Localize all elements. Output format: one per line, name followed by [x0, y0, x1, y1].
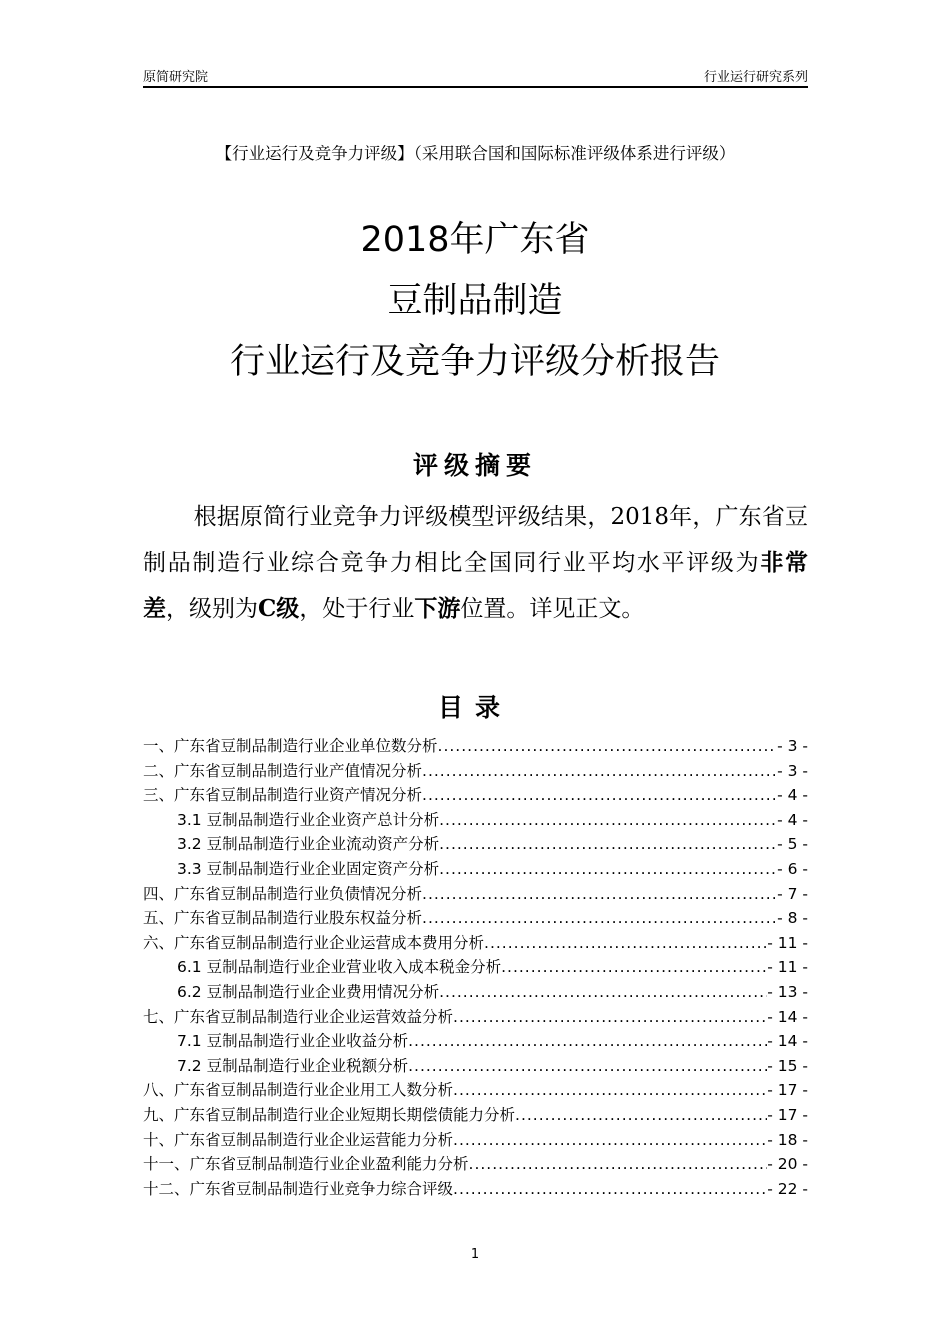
toc-entry-page: - 11 -	[767, 958, 808, 977]
toc-entry[interactable]	[143, 1177, 808, 1202]
toc-entry-page: - 8 -	[777, 909, 808, 928]
toc-entry-label: 十一、广东省豆制品制造行业企业盈利能力分析	[143, 1155, 469, 1174]
toc-entry[interactable]	[143, 955, 808, 980]
rating-value: 非常差	[143, 549, 809, 622]
toc-leader-dots	[422, 783, 777, 808]
toc-entry-page: - 22 -	[767, 1179, 808, 1198]
toc-entry[interactable]	[143, 1078, 808, 1103]
toc-entry[interactable]	[143, 783, 808, 808]
toc-entry[interactable]	[143, 832, 808, 857]
toc-entry-label: 十、广东省豆制品制造行业企业运营能力分析	[143, 1130, 454, 1149]
toc-leader-dots	[469, 1152, 768, 1177]
toc-entry-page: - 5 -	[777, 835, 808, 854]
toc-entry-page: - 4 -	[777, 786, 808, 805]
toc-entry[interactable]	[143, 931, 808, 956]
rating-position: 下游	[414, 595, 461, 622]
toc-leader-dots	[439, 857, 777, 882]
toc-entry[interactable]	[143, 1103, 808, 1128]
toc-leader-dots	[515, 1103, 767, 1128]
toc-entry-page: - 3 -	[777, 737, 808, 755]
toc-entry-page: - 13 -	[767, 982, 808, 1001]
toc-leader-dots	[422, 906, 777, 931]
toc-entry-label: 7.1 豆制品制造行业企业收益分析	[177, 1032, 409, 1051]
toc-entry-page: - 7 -	[777, 884, 808, 903]
toc-leader-dots	[422, 882, 777, 907]
toc-entry-label: 九、广东省豆制品制造行业企业短期长期偿债能力分析	[143, 1105, 516, 1124]
abstract-paragraph	[143, 494, 808, 632]
toc-leader-dots	[453, 1128, 767, 1153]
toc-entry-page: - 11 -	[767, 933, 808, 952]
toc-entry[interactable]	[143, 882, 808, 907]
toc-leader-dots	[439, 808, 777, 833]
toc-entry-label: 3.1 豆制品制造行业企业资产总计分析	[177, 810, 440, 829]
abstract-heading: 评级摘要	[412, 451, 537, 480]
toc-entry-label: 五、广东省豆制品制造行业股东权益分析	[143, 909, 423, 928]
toc-entry[interactable]	[143, 1152, 808, 1177]
toc-entry[interactable]	[143, 1005, 808, 1030]
toc-entry-label: 三、广东省豆制品制造行业资产情况分析	[143, 786, 423, 805]
toc-entry[interactable]	[143, 1029, 808, 1054]
toc-entry-page: - 20 -	[767, 1155, 808, 1174]
toc-entry[interactable]	[143, 980, 808, 1005]
toc-entry-label: 一、广东省豆制品制造行业企业单位数分析	[143, 737, 438, 755]
toc-entry[interactable]	[143, 857, 808, 882]
toc-entry-page: - 17 -	[767, 1105, 808, 1124]
toc-entry-page: - 3 -	[777, 761, 808, 780]
toc-leader-dots	[408, 1054, 767, 1079]
header-series: 行业运行研究系列	[703, 70, 808, 85]
toc-entry-label: 6.1 豆制品制造行业企业营业收入成本税金分析	[177, 958, 502, 977]
toc-entry-label: 八、广东省豆制品制造行业企业用工人数分析	[143, 1081, 454, 1100]
toc-entry[interactable]	[143, 808, 808, 833]
toc-heading: 目录	[437, 693, 512, 722]
abstract-text: 根据原简行业竞争力评级模型评级结果，2018年，广东省豆制品制造行业综合竞争力相比全国同行业平均水平评级为	[143, 504, 808, 576]
toc-entry-page: - 14 -	[767, 1032, 808, 1051]
toc-entry[interactable]	[143, 1054, 808, 1079]
toc-entry-label: 十二、广东省豆制品制造行业竞争力综合评级	[143, 1179, 454, 1198]
title-line: 2018年广东省	[360, 220, 590, 260]
toc-entry-label: 七、广东省豆制品制造行业企业运营效益分析	[143, 1007, 454, 1026]
toc-entry[interactable]	[143, 906, 808, 931]
toc-entry-label: 六、广东省豆制品制造行业企业运营成本费用分析	[143, 933, 485, 952]
toc-entry[interactable]	[143, 1128, 808, 1153]
page-number: 1	[470, 1247, 480, 1262]
toc-leader-dots	[439, 832, 777, 857]
toc-entry-label: 二、广东省豆制品制造行业产值情况分析	[143, 761, 423, 780]
toc-leader-dots	[501, 955, 767, 980]
toc-entry-page: - 4 -	[777, 810, 808, 829]
title-line: 行业运行及竞争力评级分析报告	[229, 342, 720, 382]
toc-entry-page: - 18 -	[767, 1130, 808, 1149]
toc-entry[interactable]	[143, 734, 808, 759]
toc-entry-page: - 14 -	[767, 1007, 808, 1026]
header-org: 原简研究院	[143, 70, 209, 85]
toc-leader-dots	[438, 734, 778, 759]
toc-leader-dots	[439, 980, 767, 1005]
toc-entry-page: - 17 -	[767, 1081, 808, 1100]
title-line: 豆制品制造	[387, 281, 563, 321]
toc-leader-dots	[453, 1177, 767, 1202]
toc-leader-dots	[422, 759, 777, 784]
abstract-text: ，级别为	[166, 596, 258, 622]
toc-entry[interactable]	[143, 759, 808, 784]
abstract-text: ，处于行业	[299, 596, 415, 622]
toc-entry-label: 6.2 豆制品制造行业企业费用情况分析	[177, 982, 440, 1001]
toc-entry-page: - 15 -	[767, 1056, 808, 1075]
toc-leader-dots	[408, 1029, 767, 1054]
abstract-text: 位置。详见正文。	[460, 596, 645, 622]
report-subtitle: 【行业运行及竞争力评级】（采用联合国和国际标准评级体系进行评级）	[215, 144, 736, 163]
page-header	[143, 66, 808, 88]
toc-leader-dots	[453, 1005, 767, 1030]
toc-entry-label: 3.2 豆制品制造行业企业流动资产分析	[177, 835, 440, 854]
rating-grade: C级	[258, 595, 300, 622]
table-of-contents	[143, 734, 808, 1201]
toc-entry-page: - 6 -	[777, 859, 808, 878]
toc-leader-dots	[484, 931, 767, 956]
toc-entry-label: 7.2 豆制品制造行业企业税额分析	[177, 1056, 409, 1075]
toc-entry-label: 3.3 豆制品制造行业企业固定资产分析	[177, 859, 440, 878]
toc-leader-dots	[453, 1078, 767, 1103]
toc-entry-label: 四、广东省豆制品制造行业负债情况分析	[143, 884, 423, 903]
report-title	[0, 210, 950, 393]
